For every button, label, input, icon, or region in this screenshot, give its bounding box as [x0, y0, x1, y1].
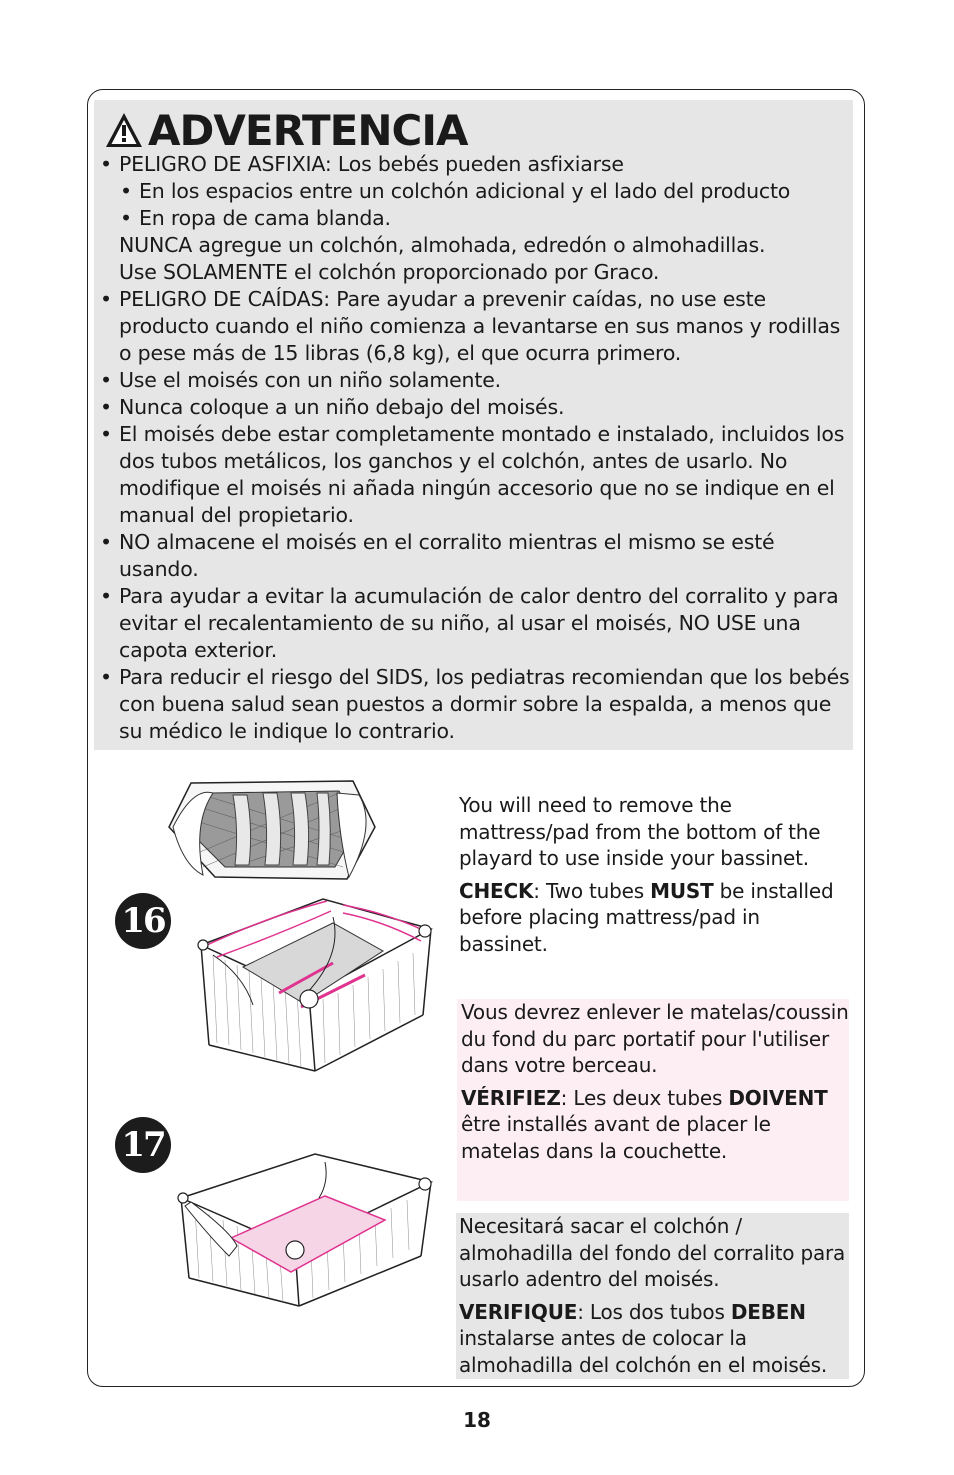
check-text: instalarse antes de colocar la almohadilla del colchón en el moisés. [459, 1326, 828, 1377]
warning-box [94, 100, 853, 750]
warning-subitem: • En ropa de cama blanda. [119, 205, 850, 232]
check-label: VERIFIQUE [459, 1299, 578, 1324]
french-check [461, 1085, 849, 1165]
warning-item: • Para ayudar a evitar la acumulación de calor dentro del corralito y para evitar el recalentamiento de su niño, al usar el moisés, NO USE una capota exterior. [98, 583, 850, 664]
english-intro: You will need to remove the mattress/pad from the bottom of the playard to use inside your bassinet. [459, 793, 821, 870]
warning-sublist [119, 178, 850, 232]
warning-item-text: NUNCA agregue un colchón, almohada, edredón o almohadillas. [119, 233, 766, 257]
warning-item: • PELIGRO DE CAÍDAS: Pare ayudar a prevenir caídas, no use este producto cuando el niño comienza a levantarse en sus manos y rodillas o pese más de 15 libras (6,8 kg), el que ocurra primero. [98, 286, 850, 367]
check-text: : Los dos tubos [577, 1299, 731, 1324]
page-number: 18 [463, 1408, 491, 1432]
english-instructions [459, 792, 849, 957]
english-check [459, 878, 849, 958]
check-emphasis: DOIVENT [728, 1085, 828, 1110]
step-16-badge: 16 [115, 893, 171, 949]
warning-item [98, 151, 850, 286]
check-text: être installés avant de placer le matelas dans la couchette. [461, 1112, 771, 1163]
check-text: be installed before placing mattress/pad in bassinet. [459, 878, 834, 956]
warning-item: • El moisés debe estar completamente montado e instalado, incluidos los dos tubos metálicos, los ganchos y el colchón, antes de usarlo. No modifique el moisés ni añada ningún accesorio que no se indique en el manual del propietario. [98, 421, 850, 529]
spanish-instructions [456, 1213, 849, 1379]
playard-mattress-illustration [175, 1148, 437, 1308]
check-text: : Les deux tubes [560, 1085, 729, 1110]
warning-subitem: • En los espacios entre un colchón adicional y el lado del producto [119, 178, 850, 205]
spanish-check [459, 1299, 849, 1379]
french-intro: Vous devrez enlever le matelas/coussin du fond du parc portatif pour l'utiliser dans votre berceau. [461, 1000, 849, 1077]
check-label: CHECK [459, 878, 534, 903]
warning-title: ADVERTENCIA [148, 105, 468, 155]
warning-item-text: Use SOLAMENTE el colchón proporcionado por Graco. [119, 260, 660, 284]
french-instructions [457, 999, 849, 1201]
warning-item: • Nunca coloque a un niño debajo del moisés. [98, 394, 850, 421]
spanish-intro: Necesitará sacar el colchón / almohadilla del fondo del corralito para usarlo adentro del moisés. [459, 1214, 846, 1291]
warning-heading [104, 104, 467, 156]
mattress-pad-illustration [163, 775, 379, 885]
check-emphasis: DEBEN [730, 1299, 806, 1324]
playard-tubes-illustration [193, 895, 441, 1075]
warning-item: • Para reducir el riesgo del SIDS, los pediatras recomiendan que los bebés con buena salud sean puestos a dormir sobre la espalda, a menos que su médico le indique lo contrario. [98, 664, 850, 745]
check-label: VÉRIFIEZ [461, 1085, 561, 1110]
warning-item: • NO almacene el moisés en el corralito mientras el mismo se esté usando. [98, 529, 850, 583]
warning-triangle-icon [104, 110, 144, 150]
warning-list [98, 151, 850, 745]
step-17-badge: 17 [115, 1117, 171, 1173]
warning-item-text: PELIGRO DE ASFIXIA: Los bebés pueden asfixiarse [119, 152, 624, 176]
warning-item: • Use el moisés con un niño solamente. [98, 367, 850, 394]
check-text: : Two tubes [533, 878, 651, 903]
check-emphasis: MUST [650, 878, 714, 903]
